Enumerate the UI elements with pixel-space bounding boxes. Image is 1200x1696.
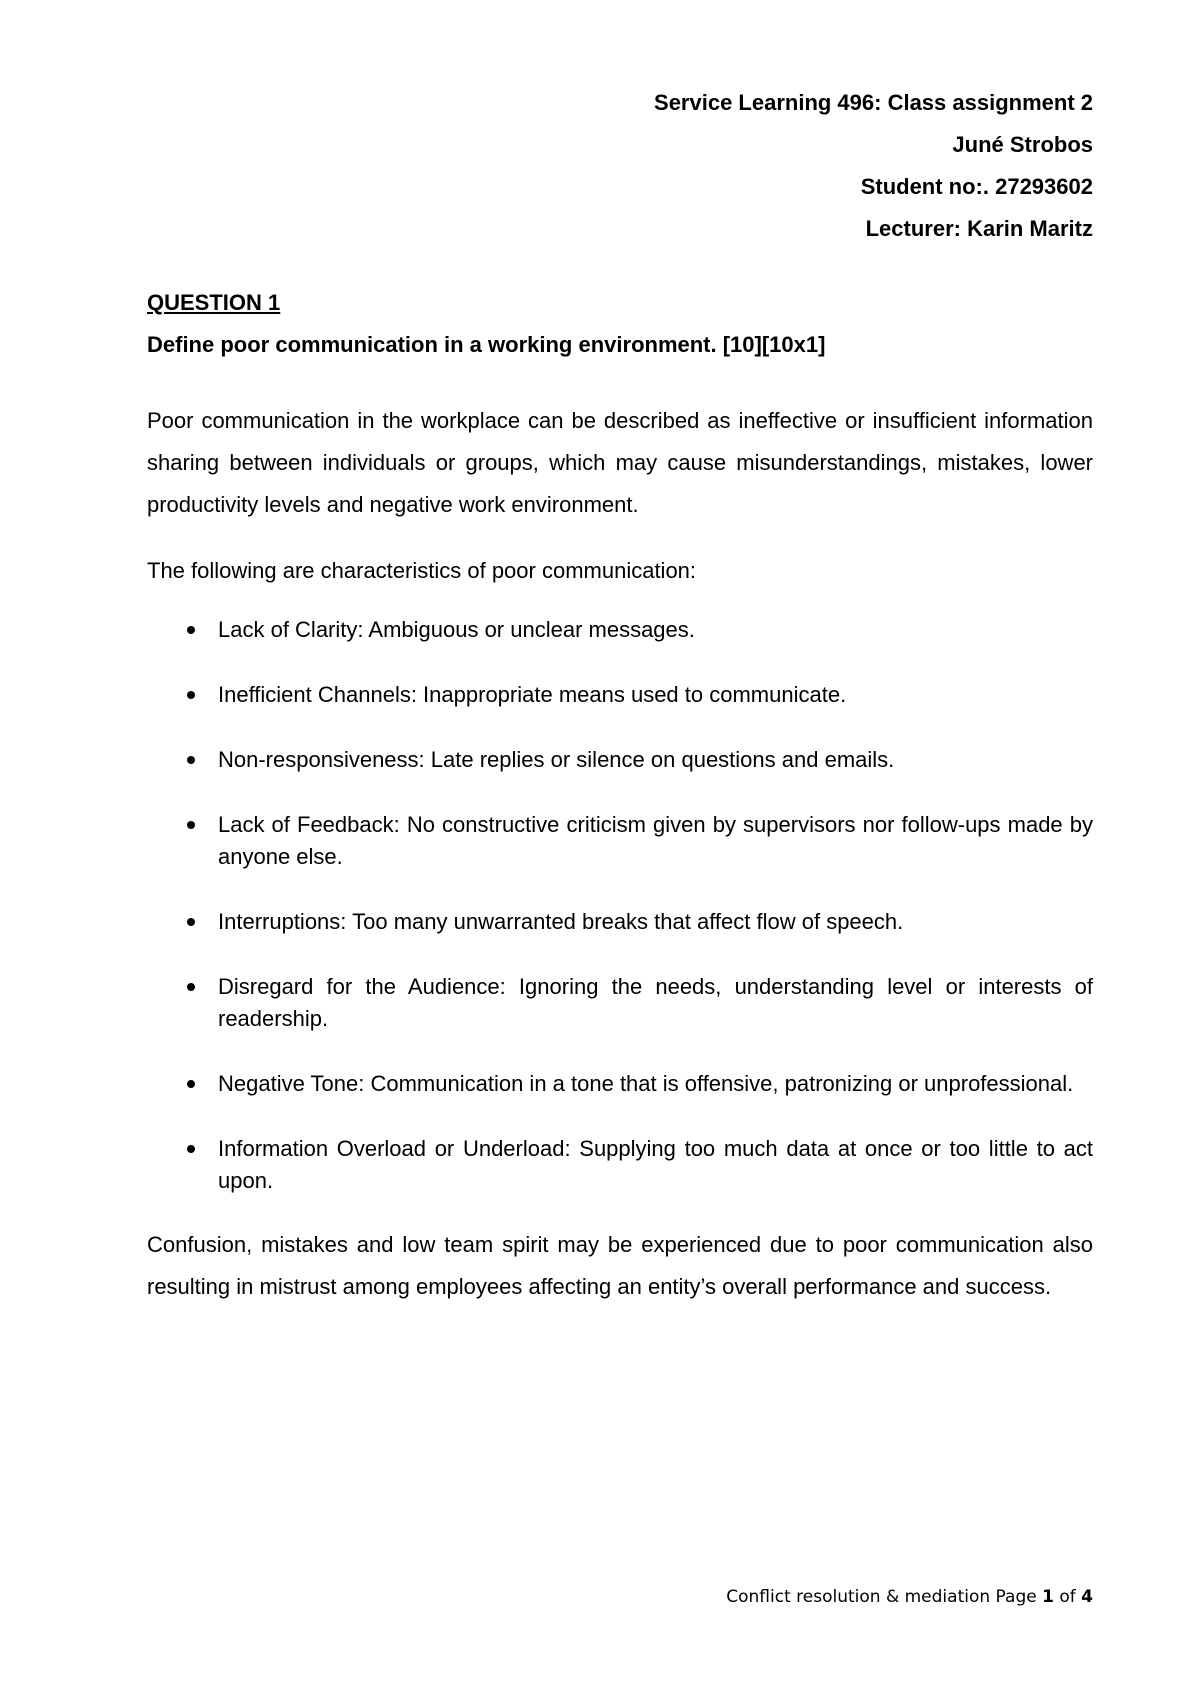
- list-item: [147, 971, 1093, 1035]
- list-item: [147, 614, 1093, 646]
- page-content: [147, 82, 1093, 1308]
- list-item-text: Negative Tone: Communication in a tone that is offensive, patronizing or unprofessional.: [218, 1071, 1074, 1096]
- page-footer: [726, 1585, 1093, 1609]
- student-number: Student no:. 27293602: [860, 174, 1093, 199]
- footer-of: of: [1059, 1587, 1076, 1607]
- list-item: [147, 679, 1093, 711]
- bullet-icon: [187, 983, 195, 991]
- list-item-text: Information Overload or Underload: Supplying too much data at once or too little to act upon.: [218, 1136, 1093, 1193]
- characteristics-list: [147, 614, 1093, 1197]
- course-title: Service Learning 496: Class assignment 2: [654, 90, 1093, 115]
- list-item-text: Interruptions: Too many unwarranted breaks that affect flow of speech.: [218, 909, 904, 934]
- question-heading: QUESTION 1: [147, 290, 281, 315]
- definition-paragraph: Poor communication in the workplace can be described as ineffective or insufficient information sharing between individuals or groups, which may cause misunderstandings, mistakes, lower productivity levels and negative work environment.: [147, 408, 1093, 517]
- footer-page-total: 4: [1081, 1587, 1093, 1607]
- footer-label: Conflict resolution & mediation Page: [726, 1587, 1037, 1607]
- footer-page-current: 1: [1042, 1587, 1054, 1607]
- list-item-text: Lack of Feedback: No constructive criticism given by supervisors nor follow-ups made by anyone else.: [218, 812, 1093, 869]
- list-item: [147, 1068, 1093, 1100]
- bullet-icon: [187, 691, 195, 699]
- list-item-text: Lack of Clarity: Ambiguous or unclear messages.: [218, 617, 695, 642]
- list-item: [147, 906, 1093, 938]
- student-name: Juné Strobos: [952, 132, 1093, 157]
- bullet-icon: [187, 918, 195, 926]
- list-item: [147, 744, 1093, 776]
- bullet-icon: [187, 1080, 195, 1088]
- list-item: [147, 809, 1093, 873]
- list-item-text: Inefficient Channels: Inappropriate means used to communicate.: [218, 682, 847, 707]
- bullet-icon: [187, 821, 195, 829]
- bullet-icon: [187, 1145, 195, 1153]
- question-prompt: Define poor communication in a working environment. [10][10x1]: [147, 332, 826, 357]
- assignment-header: [147, 82, 1093, 250]
- list-item: [147, 1133, 1093, 1197]
- list-item-text: Non-responsiveness: Late replies or silence on questions and emails.: [218, 747, 895, 772]
- closing-paragraph: Confusion, mistakes and low team spirit may be experienced due to poor communication also resulting in mistrust among employees affecting an entity’s overall performance and success.: [147, 1232, 1093, 1299]
- list-item-text: Disregard for the Audience: Ignoring the needs, understanding level or interests of readership.: [218, 974, 1093, 1031]
- characteristics-intro: The following are characteristics of poor communication:: [147, 558, 697, 583]
- bullet-icon: [187, 626, 195, 634]
- lecturer-name: Lecturer: Karin Maritz: [865, 216, 1093, 241]
- bullet-icon: [187, 756, 195, 764]
